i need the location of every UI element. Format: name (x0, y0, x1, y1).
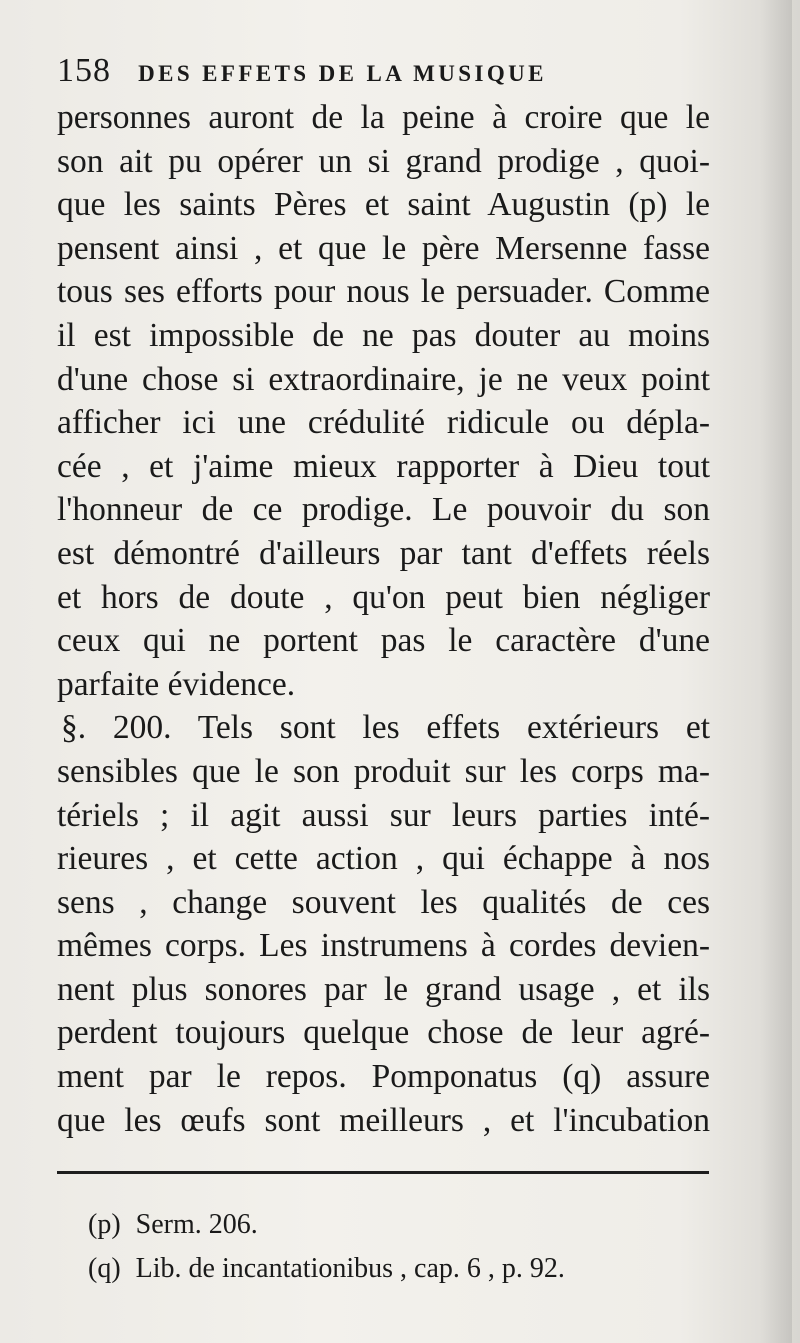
text-line: pensent ainsi , et que le père Mersenne fasse (57, 229, 710, 267)
text-line: est démontré d'ailleurs par tant d'effets réels (57, 534, 710, 572)
page-number: 158 (57, 52, 111, 89)
footnote-text: Lib. de incantationibus , cap. 6 , p. 92. (135, 1253, 565, 1284)
text-line: tous ses efforts pour nous le persuader. Comme (57, 273, 710, 311)
text-line: parfaite évidence. (57, 665, 296, 703)
text-line: et hors de doute , qu'on peut bien négliger (57, 578, 710, 616)
section-200-start: §. 200. Tels sont les effets extérieurs et (61, 709, 710, 747)
footnotes (88, 1203, 708, 1291)
text-line: que les saints Pères et saint Augustin (p) le (57, 186, 710, 224)
footnote-q (88, 1247, 708, 1291)
footnote-p (88, 1203, 708, 1247)
text-line: il est impossible de ne pas douter au moins (57, 316, 710, 354)
text-line: cée , et j'aime mieux rapporter à Dieu tout (57, 447, 710, 485)
text-line: tériels ; il agit aussi sur leurs parties inté- (57, 796, 710, 834)
text-line: son ait pu opérer un si grand prodige , quoi- (57, 142, 710, 180)
footnote-rule (57, 1171, 709, 1174)
text-line: ceux qui ne portent pas le caractère d'une (57, 622, 710, 660)
text-line: afficher ici une crédulité ridicule ou dépla- (57, 404, 710, 442)
text-line: d'une chose si extraordinaire, je ne veux point (57, 360, 710, 398)
page-header (57, 52, 717, 96)
footnote-mark: (q) (88, 1253, 121, 1284)
text-line: ment par le repos. Pomponatus (q) assure (57, 1058, 710, 1096)
text-line: que les œufs sont meilleurs , et l'incubation (57, 1101, 710, 1139)
page-edge-shadow (760, 0, 792, 1343)
text-line: sens , change souvent les qualités de ces (57, 883, 710, 921)
text-line: mêmes corps. Les instrumens à cordes devien- (57, 927, 710, 965)
footnote-text: Serm. 206. (135, 1209, 258, 1240)
text-line: perdent toujours quelque chose de leur agré- (57, 1014, 710, 1052)
running-title: DES EFFETS DE LA MUSIQUE (138, 61, 547, 86)
text-line: l'honneur de ce prodige. Le pouvoir du son (57, 491, 710, 529)
text-line: personnes auront de la peine à croire que le (57, 99, 710, 136)
text-line: rieures , et cette action , qui échappe à nos (57, 840, 710, 878)
text-line: sensibles que le son produit sur les corps ma- (57, 752, 710, 790)
text-line: nent plus sonores par le grand usage , et ils (57, 970, 710, 1008)
footnote-mark: (p) (88, 1209, 121, 1240)
body-text (57, 96, 710, 1142)
